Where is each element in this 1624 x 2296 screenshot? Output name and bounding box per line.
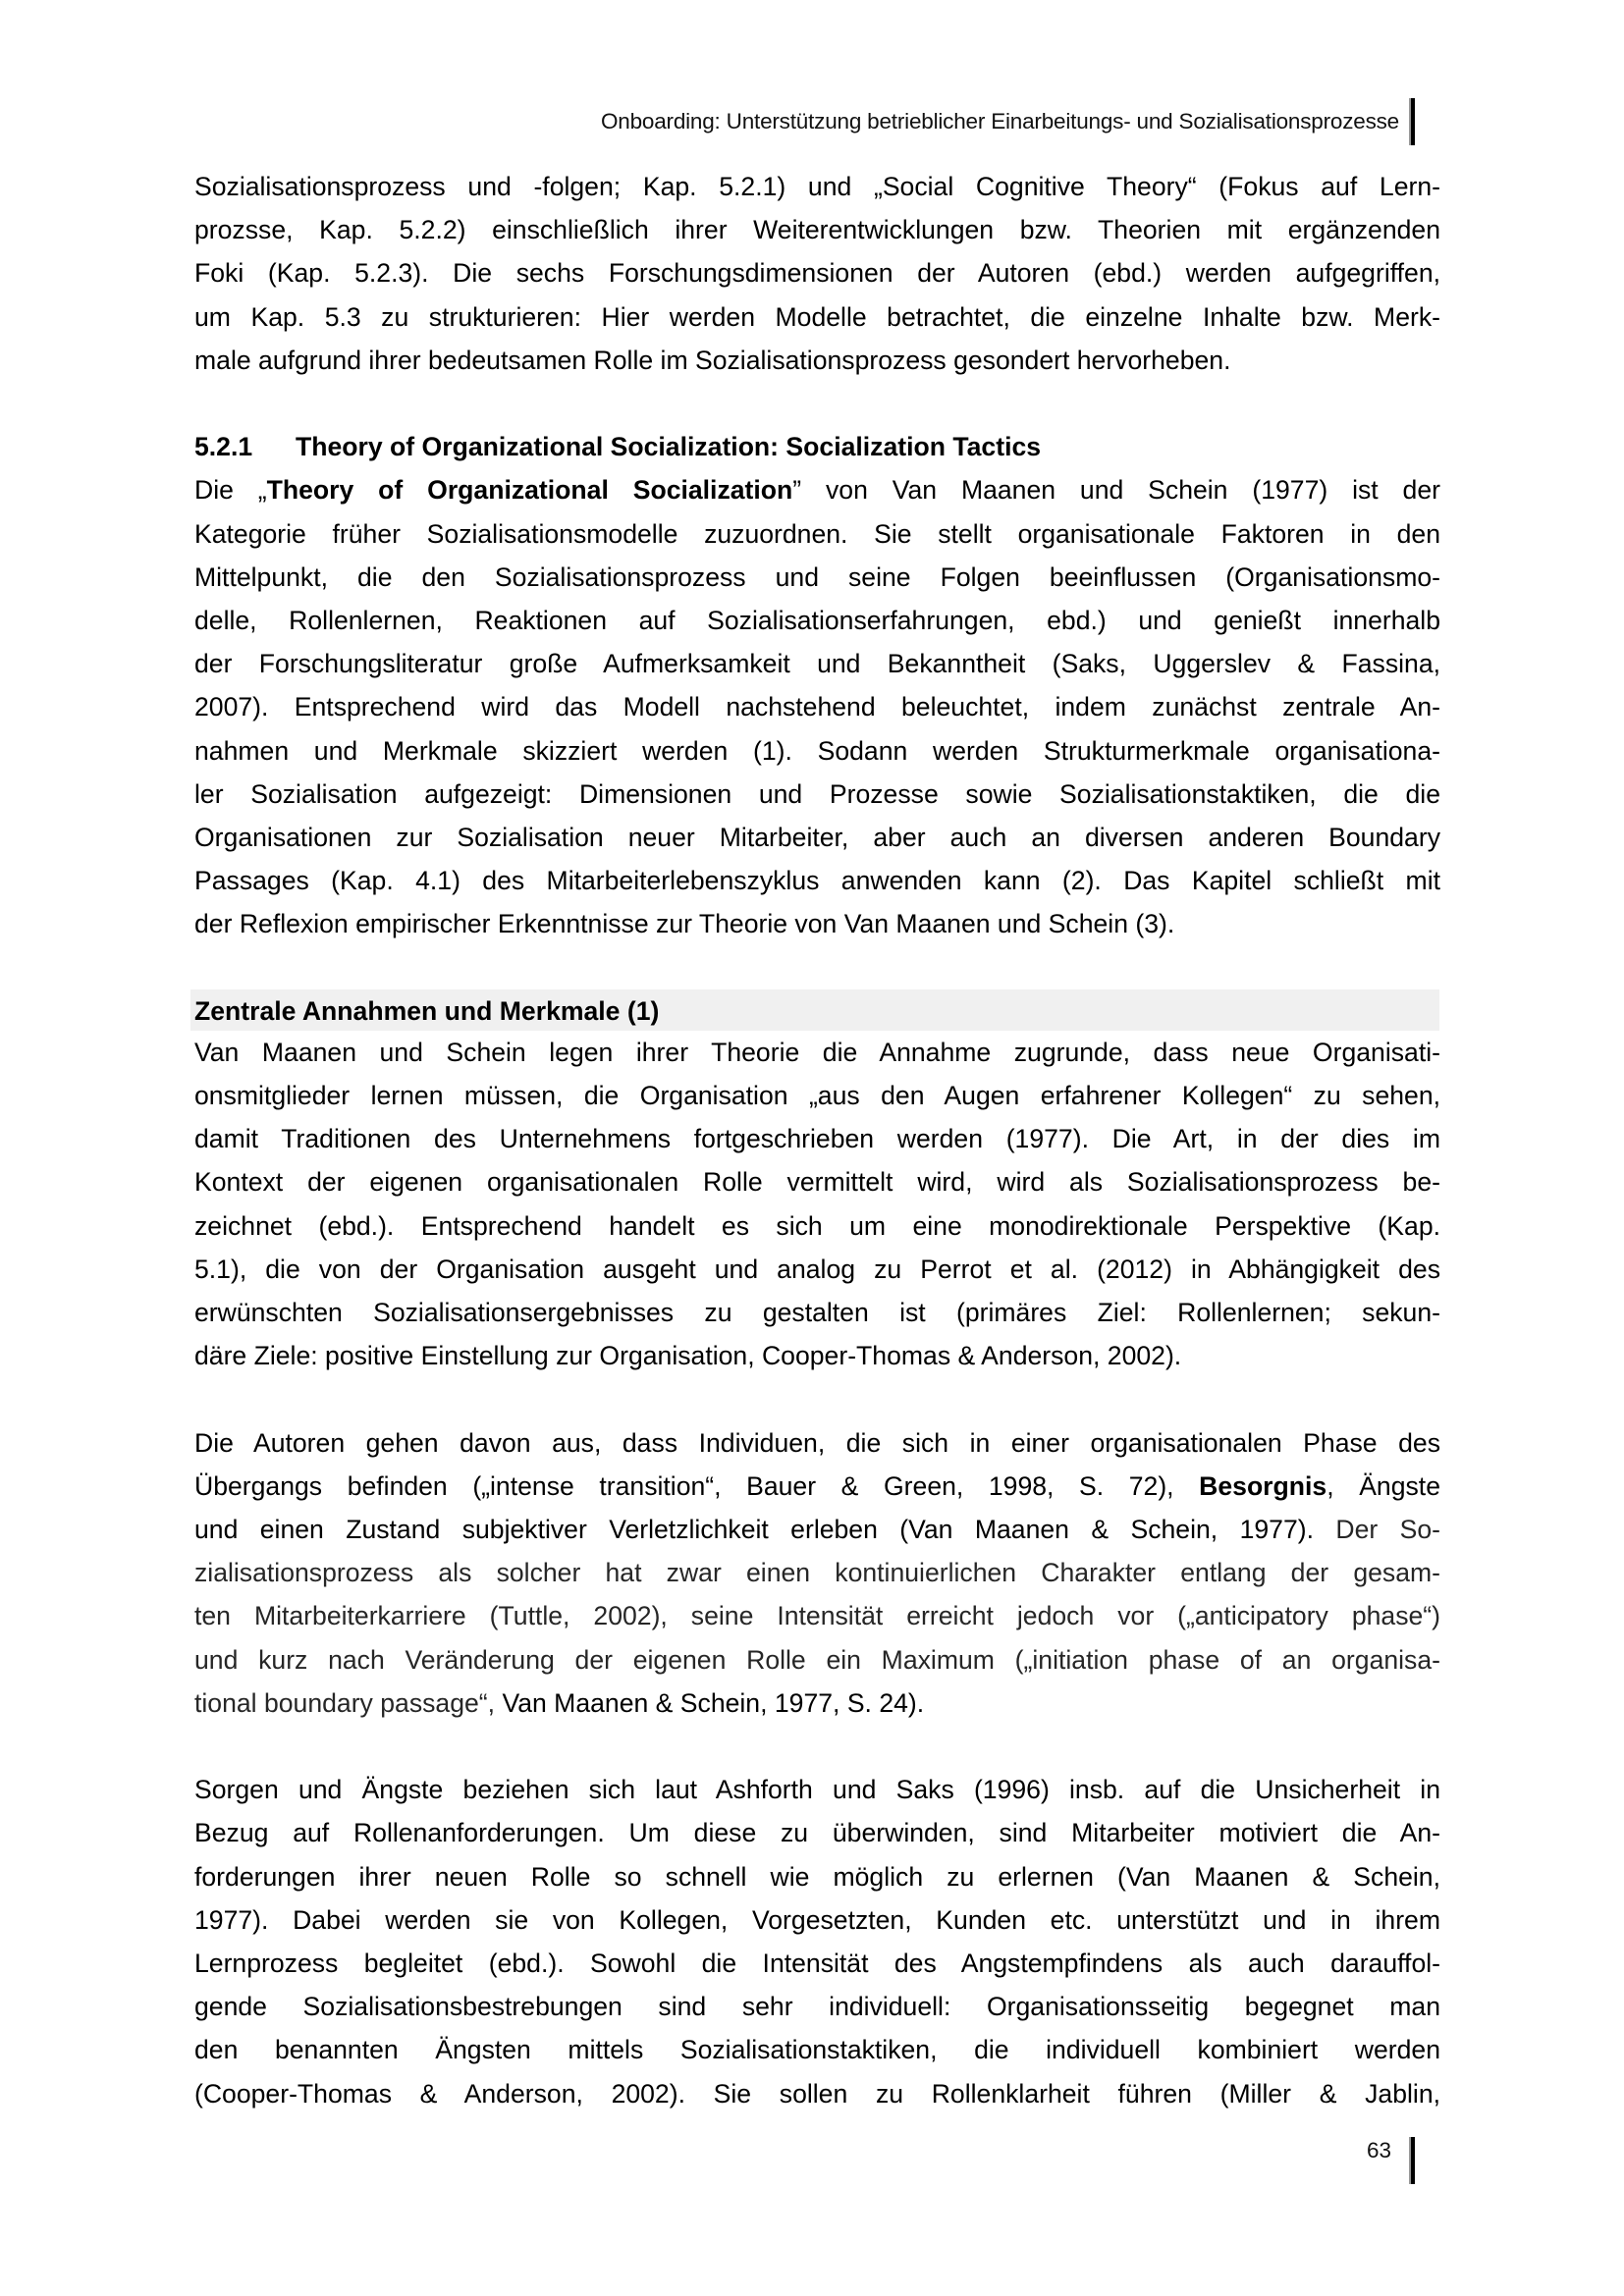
text-line: ten Mitarbeiterkarriere (Tuttle, 2002), seine Intensität erreicht jedoch vor („anticipatory phase“) [194,1601,1440,1631]
text-line: gende Sozialisationsbestrebungen sind sehr individuell: Organisationsseitig begegnet man [194,1992,1440,2022]
page-number: 63 [1366,2138,1391,2163]
text-line: däre Ziele: positive Einstellung zur Organisation, Cooper-Thomas & Anderson, 2002). [194,1341,1182,1371]
text-run: Die „ [194,475,267,506]
spacer [194,1725,1440,1768]
text-line [194,468,1440,511]
text-line: um Kap. 5.3 zu strukturieren: Hier werden Modelle betrachtet, die einzelne Inhalte bzw. Merk- [194,301,1440,332]
text-line: der Reflexion empirischer Erkenntnisse zur Theorie von Van Maanen und Schein (3). [194,909,1175,939]
text-line: onsmitglieder lernen müssen, die Organisation „aus den Augen erfahrener Kollegen“ zu sehen, [194,1081,1440,1111]
text-line [194,1682,1440,1725]
text-line: delle, Rollenlernen, Reaktionen auf Sozialisationserfahrungen, ebd.) und genießt innerhalb [194,606,1440,636]
section-title: Theory of Organizational Socialization: Socialization Tactics [296,432,1042,462]
text-line: Sozialisationsprozess und -folgen; Kap. 5.2.1) und „Social Cognitive Theory“ (Fokus auf Lern- [194,172,1440,201]
text-line: nahmen und Merkmale skizziert werden (1). Sodann werden Strukturmerkmale organisationa- [194,735,1440,766]
text-line: der Forschungsliteratur große Aufmerksamkeit und Bekanntheit (Saks, Uggerslev & Fassina, [194,649,1440,679]
text-line: und kurz nach Veränderung der eigenen Rolle ein Maximum („initiation phase of an organisa- [194,1644,1440,1675]
text-line: 5.1), die von der Organisation ausgeht und analog zu Perrot et al. (2012) in Abhängigkeit des [194,1254,1440,1284]
text-line: damit Traditionen des Unternehmens fortgeschrieben werden (1977). Die Art, in der dies im [194,1124,1440,1154]
text-line: Sorgen und Ängste beziehen sich laut Ashforth und Saks (1996) insb. auf die Unsicherheit in [194,1775,1440,1805]
section-heading [194,425,1440,468]
text-line: den benannten Ängsten mittels Sozialisationstaktiken, die individuell kombiniert werden [194,2035,1440,2065]
text-line: Van Maanen und Schein legen ihrer Theorie die Annahme zugrunde, dass neue Organisati- [194,1037,1440,1067]
text-line: zeichnet (ebd.). Entsprechend handelt es sich um eine monodirektionale Perspektive (Kap. [194,1210,1440,1241]
header-rule [1411,98,1415,145]
paragraph-theory-intro [194,468,1440,945]
paragraph-transition-anxiety [194,1421,1440,1725]
text-run: ” von Van Maanen und Schein (1977) ist der [792,475,1440,506]
running-header: Onboarding: Unterstützung betrieblicher Einarbeitungs- und Sozialisationsprozesse [600,109,1399,133]
text-line: Passages (Kap. 4.1) des Mitarbeiterlebenszyklus anwenden kann (2). Das Kapitel schließt mit [194,866,1440,896]
paragraph-intro-continued [194,165,1440,382]
text-line: Bezug auf Rollenanforderungen. Um diese zu überwinden, sind Mitarbeiter motiviert die An- [194,1818,1440,1848]
paragraph-assumptions [194,1031,1440,1378]
text-run: tional boundary passage“, [194,1687,503,1718]
text-line: erwünschten Sozialisationsergebnisses zu gestalten ist (primäres Ziel: Rollenlernen; sekun- [194,1298,1440,1328]
text-line [194,1508,1440,1551]
text-run: und einen Zustand subjektiver Verletzlichkeit erleben (Van Maanen & Schein, 1977). [194,1515,1314,1545]
text-line: 1977). Dabei werden sie von Kollegen, Vorgesetzten, Kunden etc. unterstützt und in ihrem [194,1904,1440,1935]
text-line: prozsse, Kap. 5.2.2) einschließlich ihrer Weiterentwicklungen bzw. Theorien mit ergänzenden [194,215,1440,245]
text-line: ler Sozialisation aufgezeigt: Dimensionen und Prozesse sowie Sozialisationstaktiken, die die [194,778,1440,809]
text-line: forderungen ihrer neuen Rolle so schnell wie möglich zu erlernen (Van Maanen & Schein, [194,1861,1440,1892]
paragraph-worries [194,1768,1440,2115]
text-line: Organisationen zur Sozialisation neuer Mitarbeiter, aber auch an diversen anderen Boundary [194,823,1440,853]
text-run: Der So- [1313,1515,1440,1545]
text-line: male aufgrund ihrer bedeutsamen Rolle im Sozialisationsprozess gesondert hervorheben. [194,345,1231,375]
page-body [194,165,1440,2115]
spacer [194,382,1440,425]
spacer [194,946,1440,989]
text-run: Van Maanen & Schein, 1977, S. 24). [502,1687,925,1718]
text-line: zialisationsprozess als solcher hat zwar einen kontinuierlichen Charakter entlang der gesam- [194,1558,1440,1588]
bold-term: Besorgnis [1199,1470,1327,1501]
text-run: , Ängste [1326,1470,1440,1501]
text-line [194,1465,1440,1508]
spacer [194,1377,1440,1420]
text-line: Lernprozess begleitet (ebd.). Sowohl die Intensität des Angstempfindens als auch darauffol- [194,1949,1440,1979]
text-line: Die Autoren gehen davon aus, dass Individuen, die sich in einer organisationalen Phase des [194,1427,1440,1458]
text-line: Mittelpunkt, die den Sozialisationsprozess und seine Folgen beeinflussen (Organisationsmo- [194,561,1440,592]
footer-rule [1411,2137,1415,2184]
text-line: (Cooper-Thomas & Anderson, 2002). Sie sollen zu Rollenklarheit führen (Miller & Jablin, [194,2078,1440,2109]
bold-term: Theory of Organizational Socialization [266,475,793,506]
text-line: Kategorie früher Sozialisationsmodelle zuzuordnen. Sie stellt organisationale Faktoren in den [194,518,1440,549]
text-line: Kontext der eigenen organisationalen Rolle vermittelt wird, wird als Sozialisationsprozess be- [194,1167,1440,1198]
text-line: 2007). Entsprechend wird das Modell nachstehend beleuchtet, indem zunächst zentrale An- [194,692,1440,722]
section-number: 5.2.1 [194,432,253,462]
text-line: Foki (Kap. 5.2.3). Die sechs Forschungsdimensionen der Autoren (ebd.) werden aufgegriffen, [194,258,1440,289]
subheading-central-assumptions: Zentrale Annahmen und Merkmale (1) [190,989,1439,1031]
text-run: Übergangs befinden („intense transition“, Bauer & Green, 1998, S. 72), [194,1470,1200,1501]
